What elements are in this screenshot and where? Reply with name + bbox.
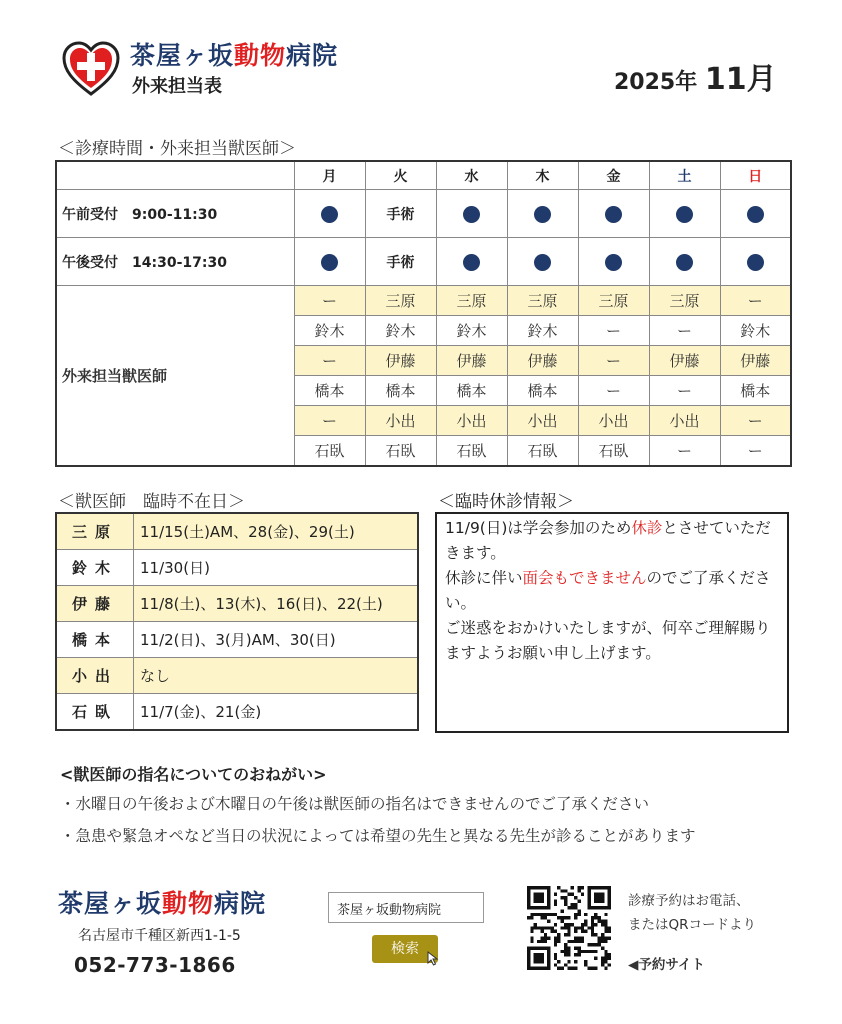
doctor-cell: 石臥 xyxy=(578,436,649,467)
doctor-cell: 小出 xyxy=(436,406,507,436)
doctor-cell: 橋本 xyxy=(507,376,578,406)
doctor-cell: 石臥 xyxy=(294,436,365,467)
slot-cell xyxy=(578,238,649,286)
vet-name: 三原 xyxy=(56,513,134,550)
open-dot-icon xyxy=(605,254,622,271)
open-dot-icon xyxy=(747,206,764,223)
slot-cell xyxy=(578,190,649,238)
hospital-logo-icon xyxy=(62,40,120,98)
day-wed: 水 xyxy=(436,161,507,190)
schedule-section-title: ＜診療時間・外来担当獣医師＞ xyxy=(58,139,296,159)
open-dot-icon xyxy=(534,254,551,271)
closure-line-1: 11/9(日)は学会参加のため休診とさせていただきます。 xyxy=(445,519,771,562)
slot-cell: 手術 xyxy=(365,238,436,286)
morning-slot-row xyxy=(56,190,791,238)
doctor-cell: ー xyxy=(578,376,649,406)
doctor-cell: 鈴木 xyxy=(365,316,436,346)
doctor-cell: ー xyxy=(578,316,649,346)
open-dot-icon xyxy=(321,254,338,271)
open-dot-icon xyxy=(321,206,338,223)
doctor-label: 外来担当獣医師 xyxy=(56,286,294,467)
day-thu: 木 xyxy=(507,161,578,190)
hospital-name: 茶屋ヶ坂動物病院 xyxy=(130,41,339,70)
day-tue: 火 xyxy=(365,161,436,190)
schedule-month: 2025年 11月 xyxy=(614,62,777,97)
request-note-1: ・水曜日の午後および木曜日の午後は獣医師の指名はできませんのでご了承ください xyxy=(60,795,650,813)
doctor-cell: 鈴木 xyxy=(294,316,365,346)
open-dot-icon xyxy=(534,206,551,223)
slot-cell xyxy=(436,238,507,286)
absence-dates: なし xyxy=(134,658,419,694)
doctor-cell: ー xyxy=(649,376,720,406)
header-corner xyxy=(56,161,294,190)
doctor-cell: 伊藤 xyxy=(649,346,720,376)
qr-instructions: 診療予約はお電話、 またはQRコードより xyxy=(628,893,757,933)
open-dot-icon xyxy=(747,254,764,271)
slot-cell xyxy=(720,190,791,238)
vet-name: 橋本 xyxy=(56,622,134,658)
slot-cell xyxy=(507,190,578,238)
request-note-2: ・急患や緊急オペなど当日の状況によっては希望の先生と異なる先生が診ることがあります xyxy=(60,827,696,845)
doctor-cell: 鈴木 xyxy=(507,316,578,346)
vet-name: 石臥 xyxy=(56,694,134,731)
vet-name: 小出 xyxy=(56,658,134,694)
slot-cell xyxy=(294,238,365,286)
doctor-cell: ー xyxy=(294,406,365,436)
page-subtitle: 外来担当表 xyxy=(132,76,222,97)
doctor-cell: ー xyxy=(294,286,365,316)
absence-row xyxy=(56,550,418,586)
day-header-row xyxy=(56,161,791,190)
booking-site-link[interactable]: ◀予約サイト xyxy=(628,957,705,973)
absence-dates: 11/30(日) xyxy=(134,550,419,586)
doctor-cell: ー xyxy=(649,436,720,467)
doctor-cell: ー xyxy=(720,406,791,436)
closure-line-2: 休診に伴い面会もできませんのでご了承ください。 xyxy=(445,569,771,612)
slot-cell xyxy=(720,238,791,286)
absence-dates: 11/15(土)AM、28(金)、29(土) xyxy=(134,513,419,550)
afternoon-slot-label: 午後受付 14:30-17:30 xyxy=(56,238,294,286)
closure-notice-box xyxy=(435,512,789,733)
doctor-row xyxy=(56,286,791,316)
open-dot-icon xyxy=(463,206,480,223)
doctor-cell: 三原 xyxy=(436,286,507,316)
doctor-cell: 鈴木 xyxy=(720,316,791,346)
day-fri: 金 xyxy=(578,161,649,190)
absence-row xyxy=(56,513,418,550)
open-dot-icon xyxy=(463,254,480,271)
slot-cell: 手術 xyxy=(365,190,436,238)
doctor-cell: ー xyxy=(720,436,791,467)
open-dot-icon xyxy=(676,254,693,271)
search-input[interactable]: 茶屋ヶ坂動物病院 xyxy=(328,892,484,923)
slot-cell xyxy=(507,238,578,286)
doctor-cell: 伊藤 xyxy=(507,346,578,376)
absence-section-title: ＜獣医師 臨時不在日＞ xyxy=(58,492,245,512)
slot-cell xyxy=(649,238,720,286)
day-mon: 月 xyxy=(294,161,365,190)
slot-cell xyxy=(649,190,720,238)
absence-table xyxy=(55,512,419,731)
absence-row xyxy=(56,694,418,731)
doctor-cell: 三原 xyxy=(507,286,578,316)
doctor-cell: 石臥 xyxy=(436,436,507,467)
doctor-cell: 伊藤 xyxy=(436,346,507,376)
slot-cell xyxy=(294,190,365,238)
absence-dates: 11/2(日)、3(月)AM、30(日) xyxy=(134,622,419,658)
doctor-cell: 伊藤 xyxy=(720,346,791,376)
schedule-table xyxy=(55,160,792,467)
phone-number: 052-773-1866 xyxy=(74,953,236,977)
day-sun: 日 xyxy=(720,161,791,190)
open-dot-icon xyxy=(676,206,693,223)
absence-row xyxy=(56,586,418,622)
day-sat: 土 xyxy=(649,161,720,190)
doctor-cell: 橋本 xyxy=(720,376,791,406)
doctor-cell: 石臥 xyxy=(507,436,578,467)
closure-line-3: ご迷惑をおかけいたしますが、何卒ご理解賜りますようお願い申し上げます。 xyxy=(445,619,771,662)
absence-row xyxy=(56,622,418,658)
doctor-cell: 橋本 xyxy=(294,376,365,406)
absence-dates: 11/7(金)、21(金) xyxy=(134,694,419,731)
doctor-cell: ー xyxy=(294,346,365,376)
morning-slot-label: 午前受付 9:00-11:30 xyxy=(56,190,294,238)
absence-row xyxy=(56,658,418,694)
closure-section-title: ＜臨時休診情報＞ xyxy=(438,492,574,512)
doctor-cell: ー xyxy=(720,286,791,316)
doctor-cell: 小出 xyxy=(649,406,720,436)
doctor-cell: 小出 xyxy=(578,406,649,436)
doctor-cell: 伊藤 xyxy=(365,346,436,376)
doctor-cell: 橋本 xyxy=(365,376,436,406)
search-button[interactable]: 検索 xyxy=(372,935,438,963)
doctor-cell: 橋本 xyxy=(436,376,507,406)
request-title: <獣医師の指名についてのおねがい> xyxy=(60,765,327,784)
doctor-cell: ー xyxy=(649,316,720,346)
afternoon-slot-row xyxy=(56,238,791,286)
slot-cell xyxy=(436,190,507,238)
address: 名古屋市千種区新西1-1-5 xyxy=(78,928,241,944)
qr-code-icon[interactable] xyxy=(527,886,611,970)
doctor-cell: 鈴木 xyxy=(436,316,507,346)
footer-hospital-name: 茶屋ヶ坂動物病院 xyxy=(58,889,267,918)
doctor-cell: 三原 xyxy=(365,286,436,316)
doctor-cell: 三原 xyxy=(649,286,720,316)
open-dot-icon xyxy=(605,206,622,223)
doctor-cell: 小出 xyxy=(507,406,578,436)
doctor-cell: 石臥 xyxy=(365,436,436,467)
doctor-cell: 三原 xyxy=(578,286,649,316)
doctor-cell: ー xyxy=(578,346,649,376)
pointer-cursor-icon xyxy=(426,950,442,966)
vet-name: 鈴木 xyxy=(56,550,134,586)
vet-name: 伊藤 xyxy=(56,586,134,622)
doctor-cell: 小出 xyxy=(365,406,436,436)
absence-dates: 11/8(土)、13(木)、16(日)、22(土) xyxy=(134,586,419,622)
